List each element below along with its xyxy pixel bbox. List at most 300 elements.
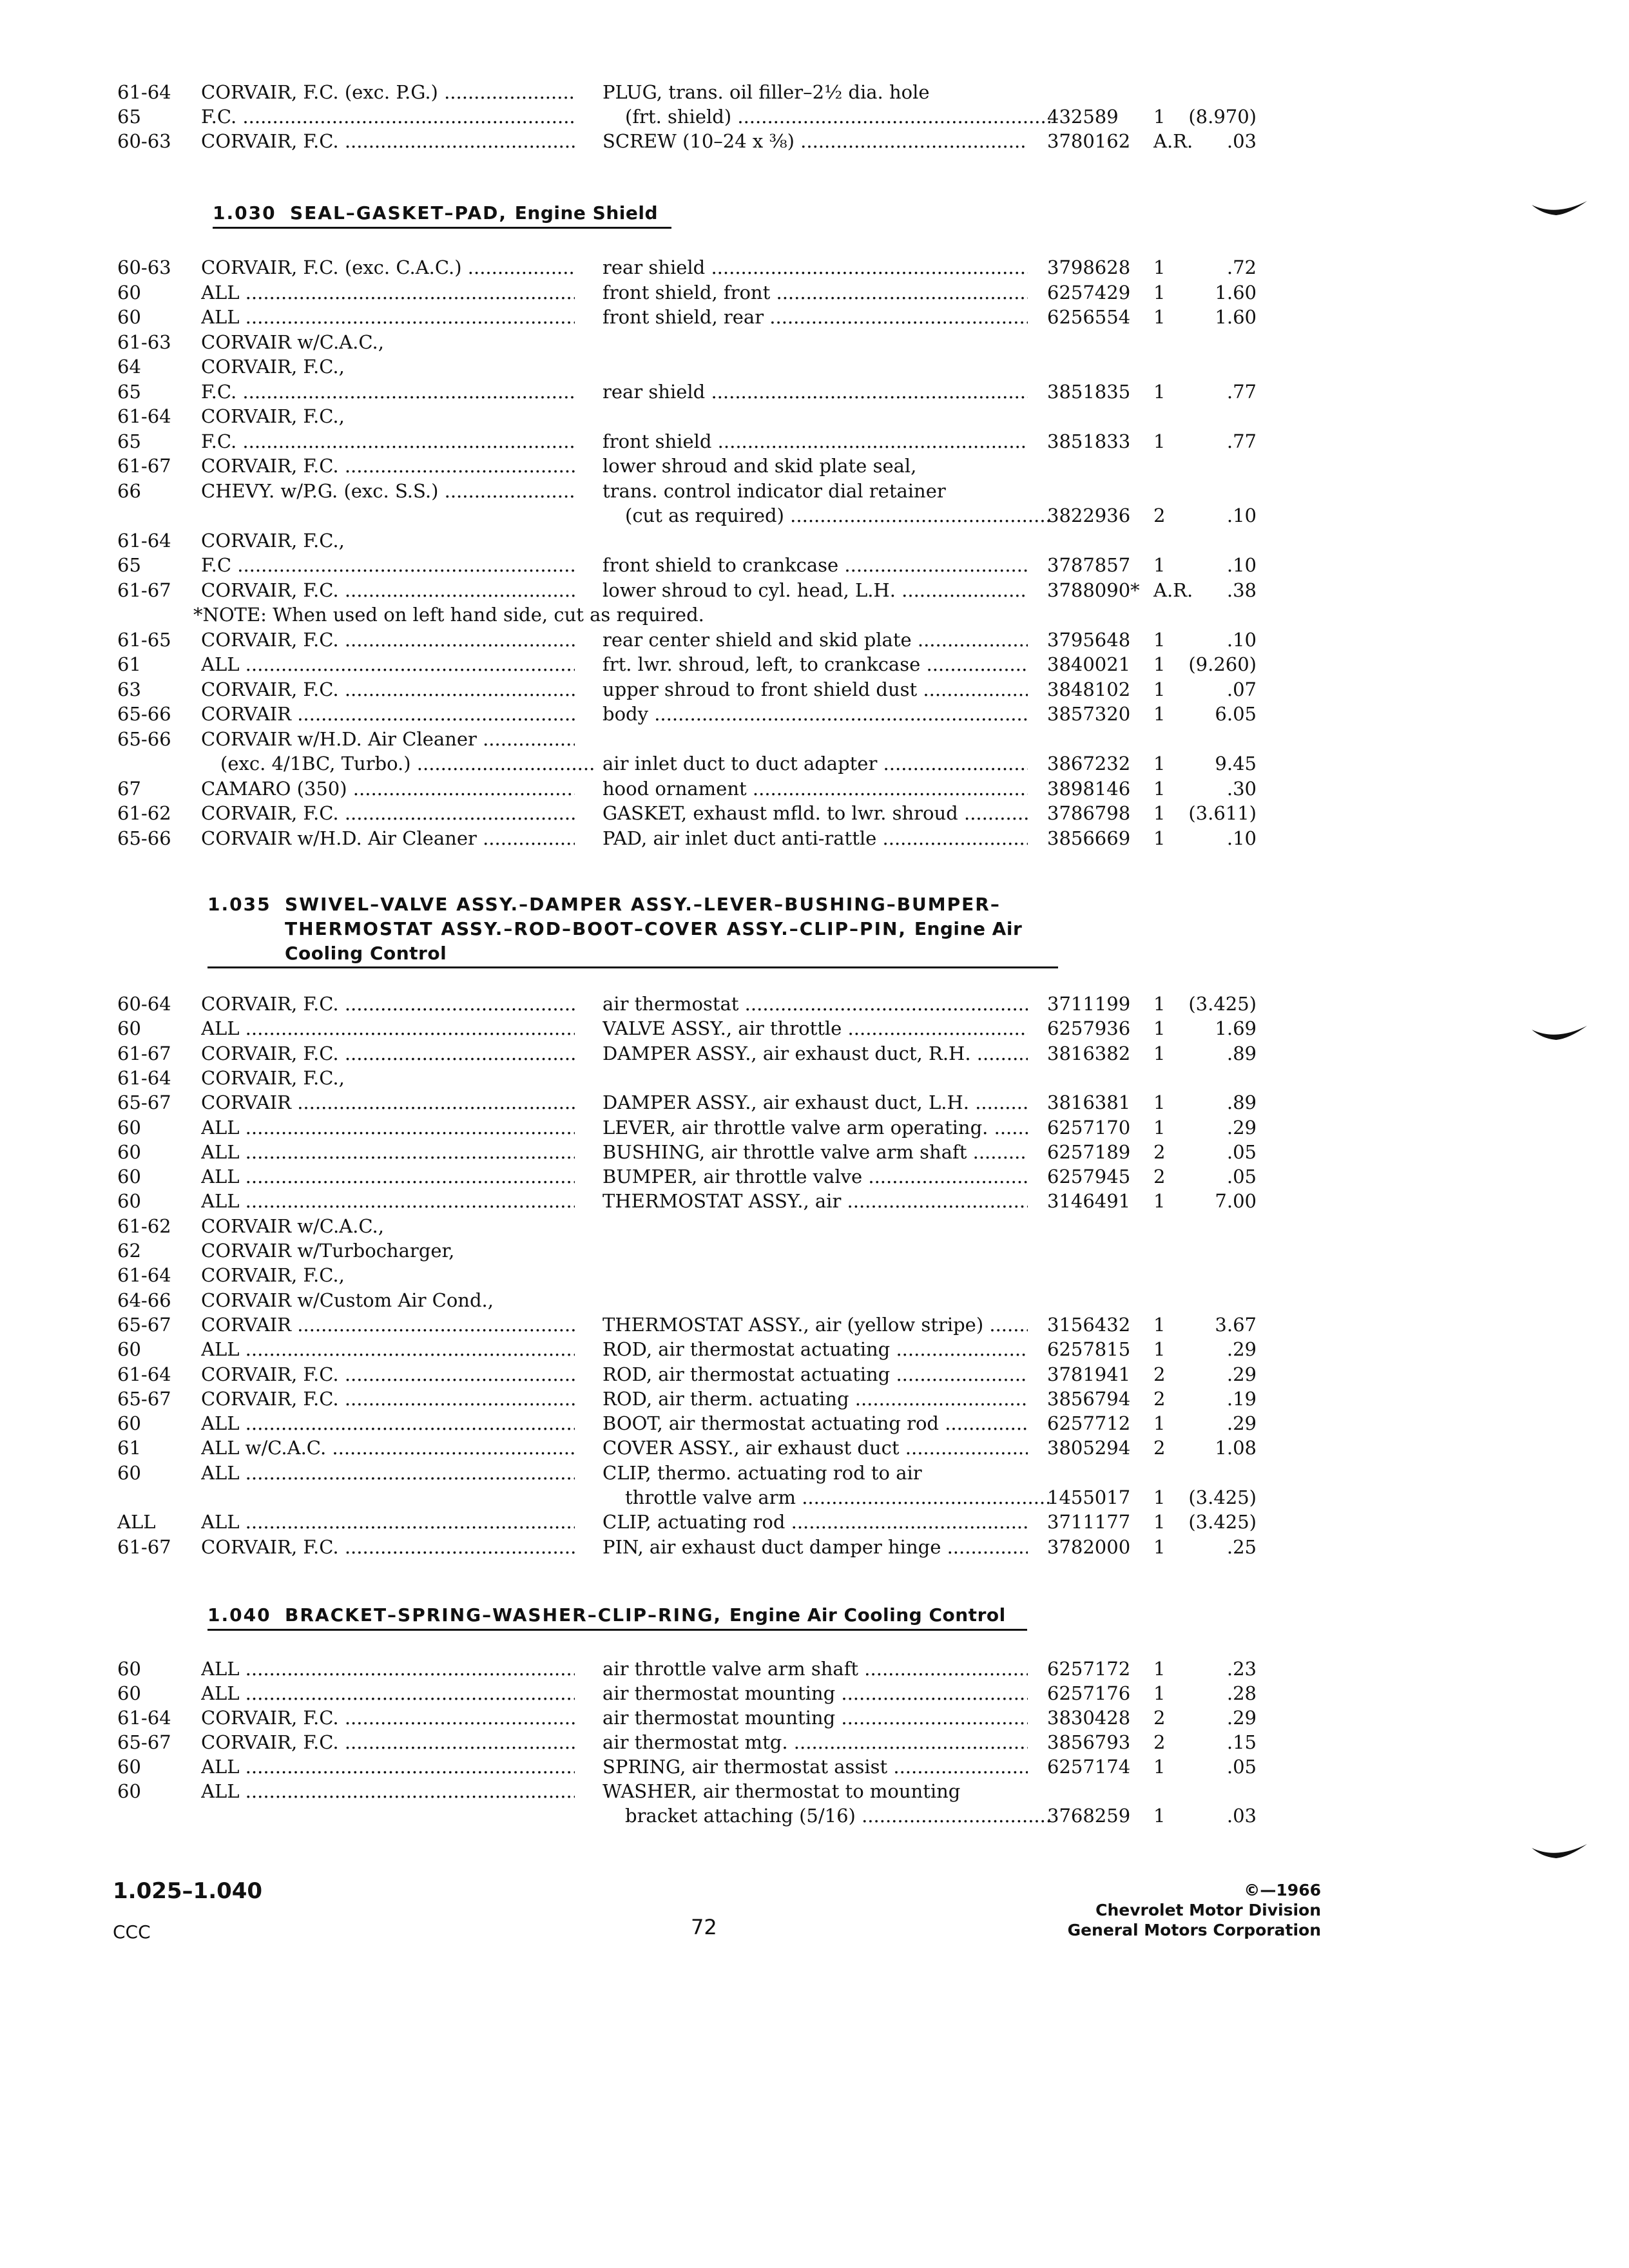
year-cell: 60 (117, 1017, 141, 1040)
part-number-cell: 3822936 (1047, 505, 1131, 526)
price-cell: .05 (1226, 1756, 1257, 1778)
year-cell: 61-67 (117, 579, 171, 601)
part-number-cell: 3146491 (1047, 1190, 1131, 1213)
model-cell: ALL ..... (201, 1164, 575, 1189)
footer-copyright: ©—1966 (1244, 1881, 1321, 1899)
footer-code: CCC (113, 1921, 151, 1943)
margin-tick-mark (1530, 1024, 1588, 1043)
part-number-cell: 3867232 (1047, 753, 1131, 774)
model-cell: CORVAIR, F.C. ..... (201, 128, 575, 154)
footer-range: 1.025–1.040 (113, 1878, 263, 1904)
year-cell: 65 (117, 554, 141, 576)
year-cell: 60 (117, 1338, 141, 1361)
model-cell: CORVAIR ..... (201, 1090, 575, 1115)
price-cell: .77 (1226, 430, 1257, 452)
model-cell: CORVAIR ..... (201, 701, 575, 727)
quantity-cell: 1 (1153, 678, 1166, 700)
parts-row (0, 428, 1629, 454)
model-cell: CORVAIR, F.C. ..... (201, 1386, 575, 1412)
price-cell: 7.00 (1215, 1190, 1257, 1213)
description-cell: bracket attaching (5/16) ..... (602, 1803, 1050, 1829)
description-cell: upper shroud to front shield dust ..... (602, 677, 1028, 702)
year-cell: 60 (117, 1140, 141, 1163)
part-number-cell: 3851835 (1047, 380, 1131, 403)
model-cell: ALL ..... (201, 1336, 575, 1362)
parts-row (0, 1803, 1629, 1829)
year-cell: 60 (117, 1756, 141, 1778)
model-cell: CORVAIR, F.C. ..... (201, 1729, 575, 1755)
model-cell: CHEVY. w/P.G. (exc. S.S.) ..... (201, 478, 575, 504)
part-number-cell: 3788090* (1047, 579, 1140, 601)
year-cell: 65 (117, 106, 141, 128)
part-number-cell: 1455017 (1047, 1486, 1131, 1508)
parts-row (0, 627, 1629, 653)
quantity-cell: 1 (1153, 106, 1166, 128)
parts-row (0, 776, 1629, 802)
description-cell: VALVE ASSY., air throttle ..... (602, 1015, 1028, 1041)
quantity-cell: 2 (1153, 1731, 1166, 1753)
year-cell: 61-64 (117, 405, 171, 427)
section-rule (207, 966, 1058, 968)
part-number-cell: 3782000 (1047, 1535, 1131, 1558)
year-cell: 61 (117, 1437, 141, 1459)
year-cell: 60 (117, 1461, 141, 1484)
price-cell: .30 (1226, 777, 1257, 800)
section-title-line (207, 941, 1022, 966)
year-cell: 65-66 (117, 827, 171, 849)
part-number-cell: 3830428 (1047, 1707, 1131, 1729)
price-cell: (3.425) (1188, 1511, 1257, 1533)
price-cell: .29 (1226, 1116, 1257, 1139)
quantity-cell: 1 (1153, 1017, 1166, 1040)
year-cell: 62 (117, 1240, 141, 1262)
model-cell: ALL ..... (201, 1139, 575, 1165)
price-cell: .28 (1226, 1682, 1257, 1704)
description-cell: rear center shield and skid plate ..... (602, 627, 1028, 653)
parts-row (0, 255, 1629, 280)
description-cell: DAMPER ASSY., air exhaust duct, R.H. ..... (602, 1041, 1028, 1066)
part-number-cell: 3786798 (1047, 802, 1131, 824)
description-cell: lower shroud to cyl. head, L.H. ..... (602, 577, 1028, 603)
model-cell: CORVAIR, F.C., (201, 356, 345, 378)
price-cell: (9.260) (1188, 653, 1257, 675)
parts-row (0, 1139, 1629, 1165)
part-number-cell: 3816381 (1047, 1091, 1131, 1114)
quantity-cell: 1 (1153, 777, 1166, 800)
parts-row (0, 1680, 1629, 1706)
model-cell: ALL ..... (201, 1754, 575, 1780)
parts-row (0, 453, 1629, 479)
parts-row (0, 403, 1629, 429)
quantity-cell: 1 (1153, 1535, 1166, 1558)
description-cell: PLUG, trans. oil filler–2½ dia. hole (602, 81, 930, 103)
model-cell: CORVAIR, F.C. ..... (201, 1361, 575, 1387)
parts-row (0, 478, 1629, 504)
description-cell: BOOT, air thermostat actuating rod ..... (602, 1410, 1028, 1436)
description-cell: BUMPER, air throttle valve ..... (602, 1164, 1028, 1189)
price-cell: .89 (1226, 1091, 1257, 1114)
price-cell: .29 (1226, 1412, 1257, 1435)
model-cell: CORVAIR w/H.D. Air Cleaner ..... (201, 825, 575, 851)
price-cell: .10 (1226, 827, 1257, 849)
model-cell: ALL ..... (201, 280, 575, 305)
section-subtitle: Engine Shield (514, 202, 658, 224)
price-cell: .07 (1226, 678, 1257, 700)
price-cell: .38 (1226, 579, 1257, 601)
parts-row (0, 577, 1629, 603)
description-cell: THERMOSTAT ASSY., air (yellow stripe) ..... (602, 1312, 1028, 1338)
year-cell: 61-64 (117, 1363, 171, 1385)
section-subtitle: Cooling Control (285, 943, 447, 964)
section-title-line (207, 892, 1022, 917)
year-cell: 67 (117, 777, 141, 800)
parts-row (0, 1460, 1629, 1486)
year-cell: 61-67 (117, 455, 171, 477)
year-cell: 65-66 (117, 727, 171, 750)
parts-row (0, 651, 1629, 677)
part-number-cell: 3840021 (1047, 653, 1131, 675)
quantity-cell: 1 (1153, 628, 1166, 651)
model-cell: CORVAIR, F.C. ..... (201, 1041, 575, 1066)
part-number-cell: 6257170 (1047, 1116, 1131, 1139)
parts-row (0, 1015, 1629, 1041)
parts-row (0, 128, 1629, 154)
year-cell: 60 (117, 1682, 141, 1704)
parts-row (0, 701, 1629, 727)
quantity-cell: 1 (1153, 1313, 1166, 1336)
year-cell: 65-67 (117, 1387, 171, 1410)
year-cell: 60 (117, 281, 141, 303)
section-heading-1035 (207, 892, 1022, 966)
parts-row (0, 751, 1629, 776)
year-cell: 66 (117, 479, 141, 502)
description-cell: COVER ASSY., air exhaust duct ..... (602, 1435, 1028, 1461)
description-cell: CLIP, thermo. actuating rod to air (602, 1461, 922, 1484)
parts-row (0, 800, 1629, 826)
parts-row (0, 304, 1629, 330)
year-cell: 60 (117, 1658, 141, 1680)
description-cell: front shield to crankcase ..... (602, 552, 1028, 578)
year-cell: 65-67 (117, 1731, 171, 1753)
price-cell: .10 (1226, 505, 1257, 526)
price-cell: .25 (1226, 1535, 1257, 1558)
price-cell: .23 (1226, 1658, 1257, 1680)
section-number: 1.030 (213, 202, 276, 224)
year-cell: 61-63 (117, 331, 171, 353)
price-cell: .72 (1226, 256, 1257, 278)
model-cell: F.C ..... (201, 552, 575, 578)
part-number-cell: 432589 (1047, 106, 1119, 128)
margin-tick-mark (1530, 1843, 1588, 1861)
model-cell: CORVAIR w/C.A.C., (201, 331, 384, 353)
part-number-cell: 6257945 (1047, 1166, 1131, 1188)
year-cell: 60-63 (117, 256, 171, 278)
section-rule (213, 227, 671, 229)
description-cell: air thermostat mounting ..... (602, 1680, 1028, 1706)
quantity-cell: 1 (1153, 703, 1166, 725)
model-cell: F.C. ..... (201, 379, 575, 405)
price-cell: .05 (1226, 1140, 1257, 1163)
quantity-cell: 1 (1153, 1042, 1166, 1064)
quantity-cell: A.R. (1153, 579, 1193, 601)
description-cell: SCREW (10–24 x ⅜) ..... (602, 128, 1028, 154)
part-number-cell: 3848102 (1047, 678, 1131, 700)
year-cell: 60 (117, 1412, 141, 1435)
year-cell: 61-64 (117, 529, 171, 552)
year-cell: 61-64 (117, 1066, 171, 1089)
price-cell: (3.611) (1188, 802, 1257, 824)
price-cell: 9.45 (1215, 753, 1257, 774)
year-cell: 61-67 (117, 1042, 171, 1064)
description-cell: (frt. shield) ..... (602, 104, 1050, 130)
description-cell: DAMPER ASSY., air exhaust duct, L.H. ..... (602, 1090, 1028, 1115)
model-cell: F.C. ..... (201, 428, 575, 454)
description-cell: CLIP, actuating rod ..... (602, 1509, 1028, 1535)
quantity-cell: 1 (1153, 753, 1166, 774)
part-number-cell: 3795648 (1047, 628, 1131, 651)
model-cell: CORVAIR, F.C., (201, 529, 345, 552)
model-cell: ALL ..... (201, 1115, 575, 1140)
price-cell: .29 (1226, 1363, 1257, 1385)
description-cell: ROD, air thermostat actuating ..... (602, 1336, 1028, 1362)
year-cell: 63 (117, 678, 141, 700)
part-number-cell: 6257936 (1047, 1017, 1131, 1040)
parts-row (0, 379, 1629, 405)
year-cell: 61-67 (117, 1535, 171, 1558)
model-cell: CORVAIR, F.C. ..... (201, 627, 575, 653)
parts-row (0, 1386, 1629, 1412)
quantity-cell: 1 (1153, 380, 1166, 403)
part-number-cell: 3857320 (1047, 703, 1131, 725)
price-cell: .77 (1226, 380, 1257, 403)
parts-row (0, 677, 1629, 702)
year-cell: 64-66 (117, 1289, 171, 1311)
parts-row (0, 991, 1629, 1017)
footer-publisher (1068, 1880, 1321, 1940)
model-cell: ALL ..... (201, 1680, 575, 1706)
part-number-cell: 3856669 (1047, 827, 1131, 849)
quantity-cell: 1 (1153, 306, 1166, 328)
price-cell: .10 (1226, 628, 1257, 651)
year-cell: 60-63 (117, 130, 171, 152)
price-cell: 1.08 (1215, 1437, 1257, 1459)
quantity-cell: 1 (1153, 1805, 1166, 1827)
year-cell: 61-64 (117, 1264, 171, 1287)
model-cell: ALL ..... (201, 1460, 575, 1486)
description-cell: hood ornament ..... (602, 776, 1028, 802)
quantity-cell: 1 (1153, 1682, 1166, 1704)
parts-row (0, 1485, 1629, 1510)
model-cell: ALL ..... (201, 1015, 575, 1041)
description-cell: ROD, air therm. actuating ..... (602, 1386, 1028, 1412)
model-cell: CORVAIR w/Turbocharger, (201, 1240, 455, 1262)
parts-row (0, 1262, 1629, 1288)
price-cell: (8.970) (1188, 106, 1257, 128)
model-cell: CAMARO (350) ..... (201, 776, 575, 802)
year-cell: 60 (117, 1116, 141, 1139)
section-title: THERMOSTAT ASSY.–ROD–BOOT–COVER ASSY.–CLIP–PIN, (285, 918, 907, 939)
model-cell: ALL w/C.A.C. ..... (201, 1435, 575, 1461)
year-cell: 60-64 (117, 993, 171, 1015)
model-cell: CORVAIR w/Custom Air Cond., (201, 1289, 494, 1311)
model-cell: CORVAIR, F.C. ..... (201, 453, 575, 479)
description-cell: BUSHING, air throttle valve arm shaft ..... (602, 1139, 1028, 1165)
model-cell: ALL ..... (201, 1410, 575, 1436)
quantity-cell: 1 (1153, 1486, 1166, 1508)
model-cell: CORVAIR, F.C. ..... (201, 991, 575, 1017)
year-cell: 64 (117, 356, 141, 378)
quantity-cell: 2 (1153, 1707, 1166, 1729)
description-cell: air thermostat mtg. ..... (602, 1729, 1028, 1755)
description-cell: WASHER, air thermostat to mounting (602, 1780, 961, 1802)
price-cell: .03 (1226, 1805, 1257, 1827)
part-number-cell: 6256554 (1047, 306, 1131, 328)
section-title: BRACKET–SPRING–WASHER–CLIP–RING, (285, 1604, 722, 1626)
model-cell: ALL ..... (201, 1656, 575, 1682)
model-cell: ALL ..... (201, 1188, 575, 1214)
part-number-cell: 3898146 (1047, 777, 1131, 800)
parts-row (0, 1754, 1629, 1780)
part-number-cell: 3851833 (1047, 430, 1131, 452)
price-cell: 1.60 (1215, 306, 1257, 328)
model-cell: CORVAIR, F.C. ..... (201, 577, 575, 603)
model-cell: CORVAIR, F.C. ..... (201, 800, 575, 826)
part-number-cell: 6257429 (1047, 281, 1131, 303)
parts-row (0, 1361, 1629, 1387)
part-number-cell: 3781941 (1047, 1363, 1131, 1385)
description-cell: LEVER, air throttle valve arm operating. ..... (602, 1115, 1028, 1140)
part-number-cell: 3856794 (1047, 1387, 1131, 1410)
description-cell: air thermostat mounting ..... (602, 1705, 1028, 1731)
parts-row (0, 280, 1629, 305)
quantity-cell: 2 (1153, 1387, 1166, 1410)
section-rule (207, 1629, 1027, 1631)
section-subtitle: Engine Air Cooling Control (729, 1604, 1006, 1626)
year-cell: 61-64 (117, 81, 171, 103)
model-cell: CORVAIR w/C.A.C., (201, 1215, 384, 1237)
description-cell: THERMOSTAT ASSY., air ..... (602, 1188, 1028, 1214)
model-cell: CORVAIR, F.C., (201, 405, 345, 427)
description-cell: PAD, air inlet duct anti-rattle ..... (602, 825, 1028, 851)
year-cell: 65 (117, 380, 141, 403)
description-cell: front shield ..... (602, 428, 1028, 454)
parts-row (0, 1238, 1629, 1264)
description-cell: rear shield ..... (602, 379, 1028, 405)
quantity-cell: 1 (1153, 1511, 1166, 1533)
description-cell: lower shroud and skid plate seal, (602, 455, 917, 477)
model-cell: CORVAIR w/H.D. Air Cleaner ..... (201, 726, 575, 752)
parts-row (0, 1656, 1629, 1682)
price-cell: (3.425) (1188, 1486, 1257, 1508)
price-cell: .05 (1226, 1166, 1257, 1188)
price-cell: 6.05 (1215, 703, 1257, 725)
quantity-cell: 1 (1153, 1338, 1166, 1361)
description-cell: rear shield ..... (602, 255, 1028, 280)
year-cell: 65 (117, 430, 141, 452)
section-heading-1030 (213, 201, 658, 226)
part-number-cell: 6257189 (1047, 1140, 1131, 1163)
model-cell: ALL ..... (201, 651, 575, 677)
parts-row (0, 1729, 1629, 1755)
quantity-cell: 1 (1153, 1412, 1166, 1435)
parts-row (0, 1115, 1629, 1140)
part-number-cell: 3780162 (1047, 130, 1131, 152)
price-cell: .19 (1226, 1387, 1257, 1410)
parts-row (0, 1312, 1629, 1338)
model-cell: CORVAIR ..... (201, 1312, 575, 1338)
model-cell: F.C. ..... (201, 104, 575, 130)
model-cell: ALL ..... (201, 1778, 575, 1804)
parts-row (0, 329, 1629, 355)
quantity-cell: 1 (1153, 554, 1166, 576)
model-cell: CORVAIR, F.C., (201, 1264, 345, 1287)
parts-row (0, 1065, 1629, 1091)
section-title: SEAL–GASKET–PAD, (290, 202, 508, 224)
quantity-cell: 1 (1153, 1658, 1166, 1680)
description-cell: air thermostat ..... (602, 991, 1028, 1017)
parts-row (0, 825, 1629, 851)
quantity-cell: 1 (1153, 827, 1166, 849)
part-number-cell: 6257172 (1047, 1658, 1131, 1680)
footer-corp: General Motors Corporation (1067, 1921, 1321, 1939)
parts-row (0, 1778, 1629, 1804)
price-cell: .03 (1226, 130, 1257, 152)
section-title-line (207, 917, 1022, 941)
quantity-cell: 1 (1153, 281, 1166, 303)
quantity-cell: 2 (1153, 1437, 1166, 1459)
description-cell: front shield, front ..... (602, 280, 1028, 305)
section-title: SWIVEL–VALVE ASSY.–DAMPER ASSY.–LEVER–BUSHING–BUMPER– (285, 894, 1001, 915)
part-number-cell: 3711177 (1047, 1511, 1131, 1533)
section-number: 1.040 (207, 1604, 271, 1626)
description-cell: GASKET, exhaust mfld. to lwr. shroud ..... (602, 800, 1028, 826)
part-number-cell: 6257174 (1047, 1756, 1131, 1778)
parts-row (0, 354, 1629, 380)
parts-row (0, 79, 1629, 105)
quantity-cell: 2 (1153, 1166, 1166, 1188)
quantity-cell: 2 (1153, 1140, 1166, 1163)
quantity-cell: 1 (1153, 1190, 1166, 1213)
parts-row (0, 1041, 1629, 1066)
description-cell: air inlet duct to duct adapter ..... (602, 751, 1028, 776)
parts-row (0, 1435, 1629, 1461)
model-cell: CORVAIR, F.C. (exc. P.G.) ..... (201, 79, 575, 105)
parts-row (0, 1287, 1629, 1313)
description-cell: (cut as required) ..... (602, 503, 1050, 528)
section-subtitle: Engine Air (914, 918, 1023, 939)
description-cell: SPRING, air thermostat assist ..... (602, 1754, 1028, 1780)
description-cell: body ..... (602, 701, 1028, 727)
parts-row (0, 104, 1629, 130)
parts-row (0, 528, 1629, 553)
quantity-cell: 1 (1153, 993, 1166, 1015)
model-cell: CORVAIR, F.C. ..... (201, 1534, 575, 1560)
description-cell: trans. control indicator dial retainer (602, 479, 946, 502)
price-cell: 1.60 (1215, 281, 1257, 303)
year-cell: 61-62 (117, 1215, 171, 1237)
price-cell: 1.69 (1215, 1017, 1257, 1040)
quantity-cell: 1 (1153, 256, 1166, 278)
parts-row (0, 1188, 1629, 1214)
description-cell: air throttle valve arm shaft ..... (602, 1656, 1028, 1682)
description-cell: throttle valve arm ..... (602, 1485, 1050, 1510)
description-cell: ROD, air thermostat actuating ..... (602, 1361, 1028, 1387)
model-cell: CORVAIR, F.C. ..... (201, 1705, 575, 1731)
quantity-cell: 1 (1153, 430, 1166, 452)
parts-row (0, 1509, 1629, 1535)
price-cell: .10 (1226, 554, 1257, 576)
part-number-cell: 3856793 (1047, 1731, 1131, 1753)
